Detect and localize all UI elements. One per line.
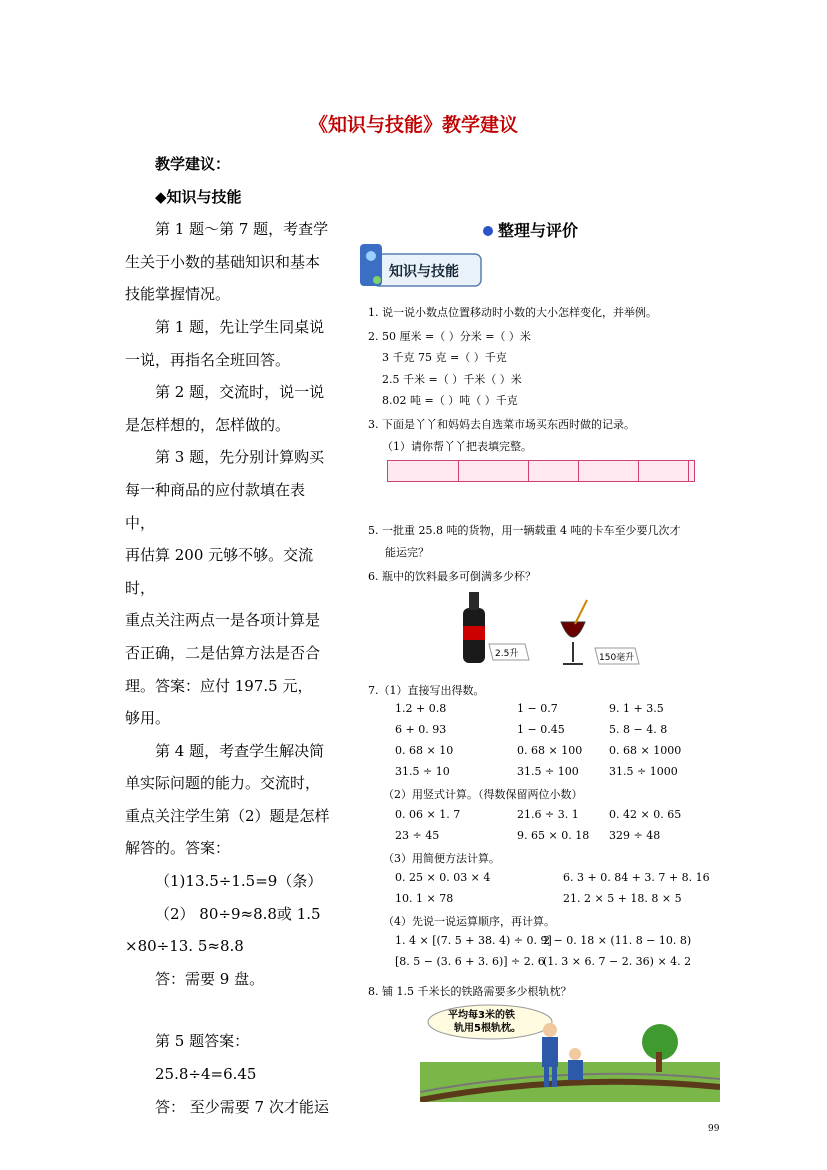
text-line: 答：需要 9 盘。 [155,969,265,988]
question-5: 5. 一批重 25.8 吨的货物，用一辆载重 4 吨的卡车至少要几次才 [368,524,681,537]
page-number: 99 [708,1124,720,1134]
calc: 0. 68 × 100 [517,744,583,757]
section-title: 整理与评价 [483,218,578,241]
calc: 0. 68 × 10 [395,744,454,757]
svg-text:轨用5根轨枕。: 轨用5根轨枕。 [454,1023,521,1034]
calc: 1.2 + 0.8 [395,702,447,715]
text-line: 第 4 题，考查学生解决简 [155,741,325,760]
question-1: 1. 说一说小数点位置移动时小数的大小怎样变化，并举例。 [368,306,657,319]
calc: 0. 42 × 0. 65 [609,808,682,821]
text-line: （2） 80÷9≈8.8或 1.5 [155,904,321,923]
svg-text:150毫升: 150毫升 [599,653,635,663]
page-title: 《知识与技能》教学建议 [308,114,518,136]
question-3: 3. 下面是丫丫和妈妈去自选菜市场买东西时做的记录。 [368,418,635,431]
question-7-4: （4）先说一说运算顺序，再计算。 [383,915,555,928]
question-7-3: （3）用简便方法计算。 [383,852,500,865]
question-7: 7.（1）直接写出得数。 [368,684,485,697]
text-line: （1)13.5÷1.5=9（条） [155,872,323,891]
calc: 2 − 0. 18 × (11. 8 − 10. 8) [543,934,692,947]
calc: 1. 4 × [(7. 5 + 38. 4) ÷ 0. 9] [395,934,552,947]
calc: (1. 3 × 6. 7 − 2. 36) × 4. 2 [543,955,692,968]
text-line: 第 3 题，先分别计算购买 [155,448,325,467]
text-line: 技能掌握情况。 [125,285,231,304]
calc: 0. 68 × 1000 [609,744,682,757]
text-line: 重点关注学生第（2）题是怎样 [125,806,330,825]
calc: 0. 06 × 1. 7 [395,808,461,821]
question-6: 6. 瓶中的饮料最多可倒满多少杯？ [368,570,536,583]
cola-bottle-icon [455,588,545,668]
record-table [387,460,695,482]
question-5b: 能运完？ [385,546,429,559]
heading: 教学建议： [155,155,231,173]
text-line: 第 2 题，交流时，说一说 [155,383,325,402]
calc: 6 + 0. 93 [395,723,447,736]
subheading: ◆知识与技能 [155,187,242,206]
text-line: 第 5 题答案： [155,1032,250,1051]
question-7-2: （2）用竖式计算。（得数保留两位小数） [383,788,583,801]
text-line: 答： 至少需要 7 次才能运 [155,1097,329,1116]
calc: 21.6 ÷ 3. 1 [517,808,579,821]
text-line: 每一种商品的应付款填在表中， [125,480,306,532]
wine-glass-icon [555,592,665,672]
text-line: 理。答案：应付 197.5 元， [125,676,313,695]
text-line: 是怎样想的，怎样做的。 [125,415,291,434]
question-3-sub: （1）请你帮丫丫把表填完整。 [382,440,532,453]
calc: 21. 2 × 5 + 18. 8 × 5 [563,892,682,905]
svg-text:平均每3米的铁: 平均每3米的铁 [448,1010,515,1021]
question-2: 2. 50 厘米 =（ ）分米 =（ ）米 [368,330,531,343]
calc: 31.5 ÷ 100 [517,765,579,778]
text-line: 第 1 题，先让学生同桌说 [155,317,325,336]
text-line: 一说，再指名全班回答。 [125,350,291,369]
text-line: 25.8÷4=6.45 [155,1065,257,1084]
calc: 1 − 0.7 [517,702,558,715]
question-2c: 2.5 千米 =（ ）千米（ ）米 [382,373,522,386]
calc: 10. 1 × 78 [395,892,454,905]
svg-text:2.5升: 2.5升 [495,649,519,659]
text-line: ×80÷13. 5≈8.8 [125,937,244,956]
question-2b: 3 千克 75 克 =（ ）千克 [382,351,507,364]
railway-workers-illustration [420,1002,720,1102]
question-8: 8. 铺 1.5 千米长的铁路需要多少根轨枕？ [368,985,572,998]
calc: 0. 25 × 0. 03 × 4 [395,871,491,884]
knowledge-badge-icon [355,240,485,292]
question-2d: 8.02 吨 =（ ）吨（ ）千克 [382,394,518,407]
text-line: 生关于小数的基础知识和基本 [125,252,321,271]
calc: 6. 3 + 0. 84 + 3. 7 + 8. 16 [563,871,710,884]
text-line: 否正确，二是估算方法是否合 [125,643,321,662]
calc: 1 − 0.45 [517,723,565,736]
text-line: 第 1 题～第 7 题，考查学 [155,220,329,239]
bullet-icon [483,226,493,236]
teaching-suggestions [125,148,330,1123]
calc: 9. 65 × 0. 18 [517,829,590,842]
calc: 31.5 ÷ 10 [395,765,450,778]
calc: [8. 5 − (3. 6 + 3. 6)] ÷ 2. 6 [395,955,545,968]
calc: 31.5 ÷ 1000 [609,765,678,778]
text-line: 重点关注两点一是各项计算是 [125,611,321,630]
calc: 23 ÷ 45 [395,829,440,842]
svg-text:知识与技能: 知识与技能 [389,264,459,280]
text-line: 再估算 200 元够不够。交流时， [125,546,314,597]
text-line: 解答的。答案： [125,839,231,858]
calc: 329 ÷ 48 [609,829,661,842]
text-line: 单实际问题的能力。交流时， [125,774,321,793]
calc: 5. 8 − 4. 8 [609,723,668,736]
calc: 9. 1 + 3.5 [609,702,664,715]
text-line: 够用。 [125,709,171,728]
